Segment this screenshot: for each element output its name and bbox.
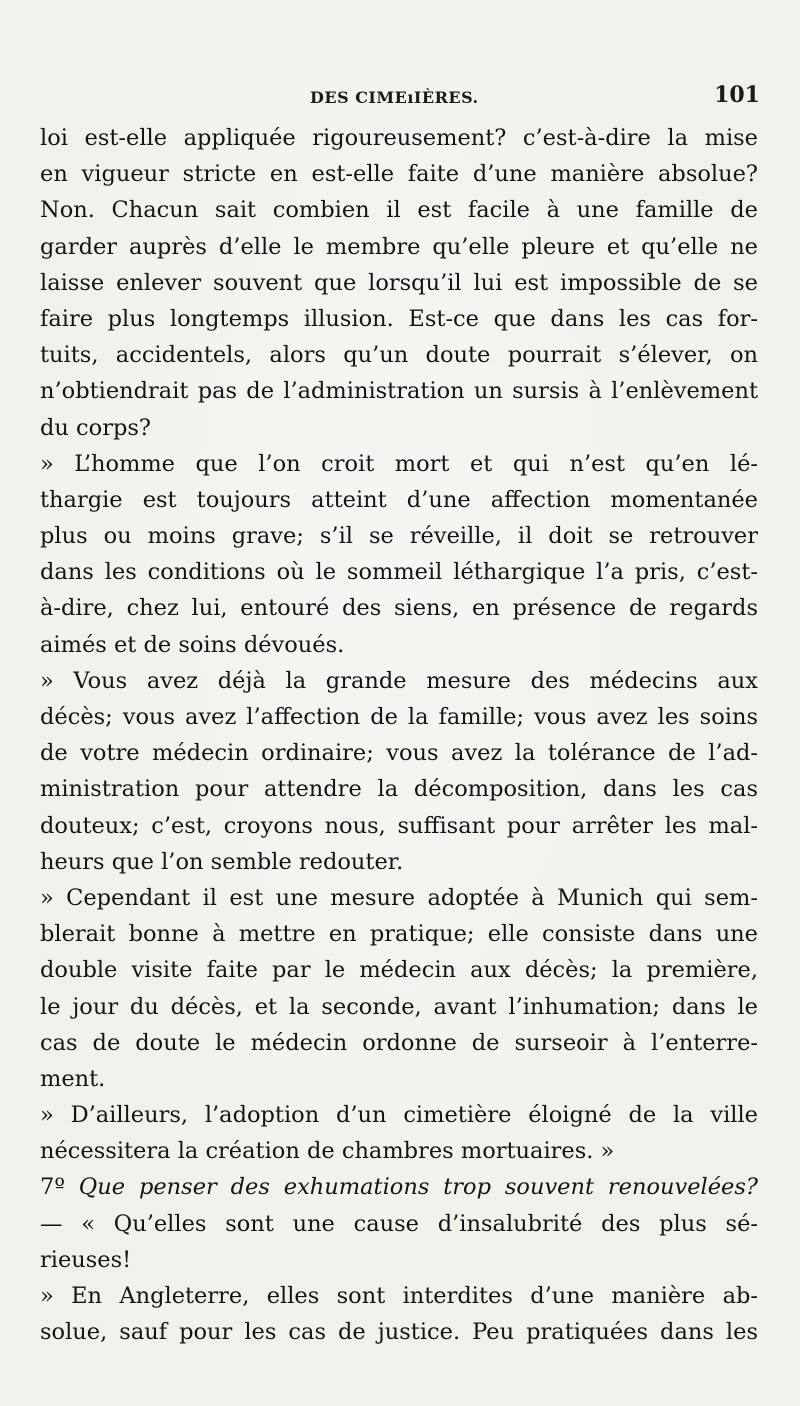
text-line: » Cependant il est une mesure adoptée à Munich qui sem-	[40, 884, 758, 911]
page-header	[40, 82, 762, 112]
page-number: 101	[714, 82, 760, 108]
text-line: douteux; c’est, croyons nous, suffisant pour arrêter les mal-	[40, 812, 758, 839]
text-line: ment.	[40, 1065, 106, 1092]
text-line: » Vous avez déjà la grande mesure des médecins aux	[40, 667, 758, 694]
text-line: thargie est toujours atteint d’une affection momentanée	[40, 486, 758, 513]
text-line: blerait bonne à mettre en pratique; elle consiste dans une	[40, 921, 758, 948]
text-line: laisse enlever souvent que lorsqu’il lui est impossible de se	[40, 269, 758, 296]
text-line: plus ou moins grave; s’il se réveille, il doit se retrouver	[40, 523, 758, 550]
text-line: » L’homme que l’on croit mort et qui n’est qu’en lé-	[40, 450, 758, 477]
text-line: aimés et de soins dévoués.	[40, 631, 345, 658]
text-line: décès; vous avez l’affection de la famille; vous avez les soins	[40, 704, 758, 730]
text-line: à-dire, chez lui, entouré des siens, en présence de regards	[40, 595, 758, 622]
text-line: nécessitera la création de chambres mortuaires. »	[40, 1138, 615, 1165]
text-line: » En Angleterre, elles sont interdites d’une manière ab-	[40, 1283, 758, 1309]
text-line: le jour du décès, et la seconde, avant l’inhumation; dans le	[40, 993, 758, 1020]
text-line: faire plus longtemps illusion. Est-ce que dans les cas for-	[40, 305, 758, 332]
text-line: loi est-elle appliquée rigoureusement? c’est-à-dire la mise	[40, 125, 758, 151]
text-line: rieuses!	[40, 1246, 132, 1273]
question-line	[40, 1169, 758, 1205]
question-number: 7º	[40, 1174, 65, 1201]
text-line: garder auprès d’elle le membre qu’elle pleure et qu’elle ne	[40, 233, 758, 260]
text-line: ministration pour attendre la décomposition, dans les cas	[40, 776, 758, 803]
text-line: dans les conditions où le sommeil léthargique l’a pris, c’est-	[40, 559, 758, 586]
running-title: DES CIMEıIÈRES.	[310, 88, 479, 107]
text-line: » D’ailleurs, l’adoption d’un cimetière éloigné de la ville	[40, 1102, 758, 1129]
body-text	[40, 120, 758, 1350]
text-line: en vigueur stricte en est-elle faite d’une manière absolue?	[40, 161, 758, 188]
text-line: tuits, accidentels, alors qu’un doute pourrait s’élever, on	[40, 342, 758, 369]
text-line: de votre médecin ordinaire; vous avez la tolérance de l’ad-	[40, 740, 758, 767]
text-line: heurs que l’on semble redouter.	[40, 848, 404, 875]
question-text: Que penser des exhumations trop souvent renouvelées?	[78, 1174, 758, 1201]
text-line: n’obtiendrait pas de l’administration un sursis à l’enlèvement	[40, 378, 758, 405]
text-line: solue, sauf pour les cas de justice. Peu pratiquées dans les	[40, 1319, 758, 1346]
text-line: double visite faite par le médecin aux décès; la première,	[40, 957, 758, 984]
text-line: du corps?	[40, 414, 151, 441]
text-line: Non. Chacun sait combien il est facile à une famille de	[40, 197, 758, 224]
text-line: cas de doute le médecin ordonne de surseoir à l’enterre-	[40, 1029, 758, 1056]
text-line: — « Qu’elles sont une cause d’insalubrité des plus sé-	[40, 1210, 758, 1237]
